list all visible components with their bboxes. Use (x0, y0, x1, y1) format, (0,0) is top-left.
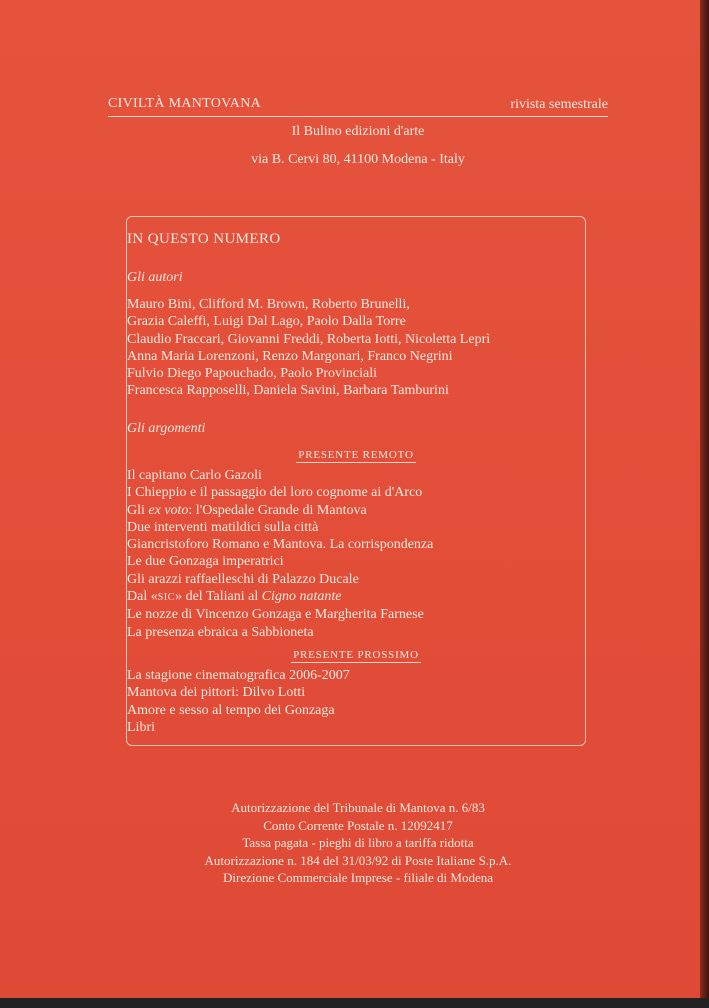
topic-item-part: : l'Ospedale Grande di Mantova (188, 502, 367, 518)
topic-item: Le nozze di Vincenzo Gonzaga e Margherita Farnese (127, 607, 424, 623)
topic-item-part: Dal « (127, 589, 158, 605)
topic-item: Il capitano Carlo Gazoli (127, 468, 262, 483)
topic-item-italic: Cigno natante (261, 589, 342, 605)
scan-bottom-edge (0, 998, 709, 1008)
topic-item: Mantova dei pittori: Dilvo Lotti (127, 685, 306, 701)
journal-title: CIVILTÀ MANTOVANA (108, 96, 262, 111)
topic-item: I Chieppio e il passaggio del loro cognome ai d'Arco (127, 485, 423, 501)
contents-title: IN QUESTO NUMERO (127, 231, 281, 247)
authors-list (127, 296, 585, 400)
topic-item (127, 588, 585, 606)
topic-item: Amore e sesso al tempo dei Gonzaga (127, 702, 335, 718)
book-spine-edge (700, 0, 709, 1008)
footer-line: Conto Corrente Postale n. 12092417 (263, 817, 453, 833)
section-heading-text: PRESENTE REMOTO (298, 449, 414, 461)
section-heading-presente-remoto (127, 449, 585, 463)
masthead (108, 96, 608, 117)
authors-line: Mauro Bini, Clifford M. Brown, Roberto Brunelli, (127, 297, 410, 312)
publisher-address: via B. Cervi 80, 41100 Modena - Italy (251, 152, 465, 167)
authors-line: Francesca Rapposelli, Daniela Savini, Barbara Tamburini (127, 383, 449, 399)
section-heading-presente-prossimo (127, 649, 585, 663)
topic-item (127, 502, 585, 519)
publisher-name: Il Bulino edizioni d'arte (291, 124, 425, 139)
authors-line: Claudio Fraccari, Giovanni Freddi, Roberta Iotti, Nicoletta Leprì (127, 331, 491, 347)
topic-item: La presenza ebraica a Sabbioneta (127, 624, 314, 640)
authors-line: Fulvio Diego Papouchado, Paolo Provinciali (127, 366, 378, 382)
topic-item: La stagione cinematografica 2006-2007 (127, 668, 350, 683)
topic-item: Gli arazzi raffaelleschi di Palazzo Ducale (127, 571, 359, 587)
section-heading-text: PRESENTE PROSSIMO (293, 649, 419, 661)
footer-line: Direzione Commerciale Imprese - filiale di Modena (222, 870, 493, 886)
contents-box (126, 216, 586, 746)
authors-line: Anna Maria Lorenzoni, Renzo Margonari, Franco Negrini (127, 348, 453, 364)
topic-item-part: Gli (127, 502, 149, 518)
footer-line: Autorizzazione n. 184 del 31/03/92 di Poste Italiane S.p.A. (204, 852, 512, 868)
topic-item: Giancristoforo Romano e Mantova. La corrispondenza (127, 537, 434, 553)
legal-footer (108, 799, 608, 887)
topic-item: Le due Gonzaga imperatrici (127, 554, 284, 570)
topics-label: Gli argomenti (127, 421, 206, 436)
topic-item: Libri (127, 719, 155, 735)
presente-remoto-list (127, 467, 585, 641)
topic-item: Due interventi matildici sulla città (127, 519, 319, 535)
presente-prossimo-list (127, 667, 585, 736)
topic-item-italic: ex voto (148, 502, 189, 518)
footer-line: Tassa pagata - pieghi di libro a tariffa ridotta (242, 835, 474, 851)
journal-subtitle: rivista semestrale (510, 97, 608, 112)
authors-label: Gli autori (127, 270, 183, 285)
footer-line: Autorizzazione del Tribunale di Mantova n. 6/83 (231, 800, 485, 815)
topic-item-smallcaps: SIC (157, 592, 176, 604)
topic-item-part: » del Taliani al (175, 589, 262, 605)
authors-line: Grazia Caleffi, Luigi Dal Lago, Paolo Dalla Torre (127, 314, 406, 330)
